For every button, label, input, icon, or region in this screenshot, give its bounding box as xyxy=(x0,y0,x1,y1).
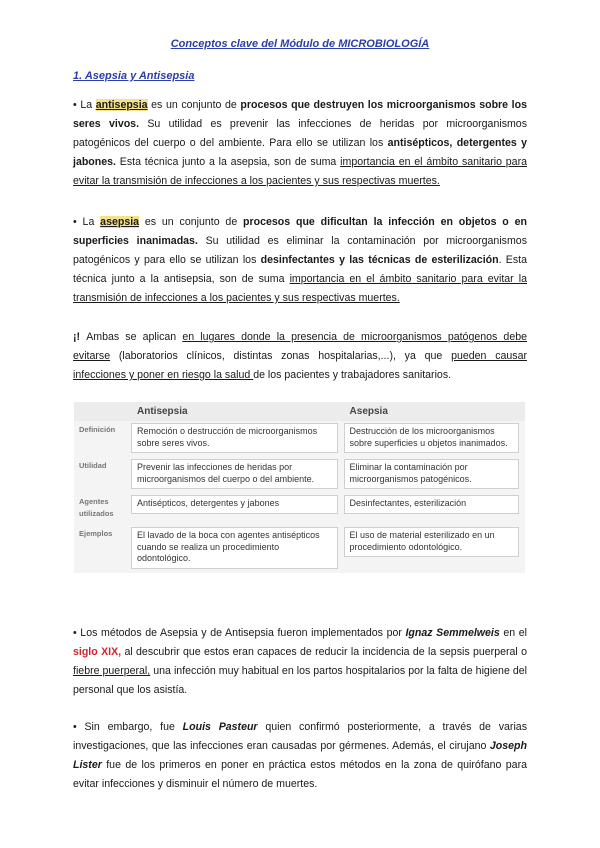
text-run: una infección muy habitual en los partos hospitalarios por la falta de higiene del personal que los asistía. xyxy=(73,665,527,696)
person-name: Louis Pasteur xyxy=(182,721,258,733)
table-cell: Prevenir las infecciones de heridas por microorganismos del cuerpo o del ambiente. xyxy=(131,459,338,489)
text-run: quien confirmó posteriormente, a través de varias investigaciones, que las infecciones eran causadas por gérmenes. Además, el cirujano xyxy=(73,721,527,752)
comparison-table xyxy=(74,402,525,573)
table-row xyxy=(74,493,525,525)
bold-text: desinfectantes y las técnicas de esterilización xyxy=(260,254,499,266)
text-run: Esta técnica junto a la asepsia, son de suma xyxy=(115,156,341,168)
bold-text: procesos que destruyen los microorganismos sobre los seres vivos. xyxy=(73,99,527,130)
underlined-text: importancia en el ámbito sanitario para evitar la transmisión de infecciones a los pacientes y sus respectivas muertes. xyxy=(73,156,527,187)
paragraph-ambas xyxy=(73,328,527,385)
table-header-asepsia: Asepsia xyxy=(344,402,525,421)
underlined-text: fiebre puerperal, xyxy=(73,665,151,677)
text-run: Su utilidad es eliminar la contaminación por microorganismos patogénicos y para ello se utilizan los xyxy=(73,235,527,266)
table-header-empty xyxy=(74,402,131,421)
text-run: . Esta técnica junto a la antisepsia, son de suma xyxy=(73,254,527,285)
text-run: • La xyxy=(73,216,101,228)
bold-text: procesos que dificultan la infección en objetos o en superficies inanimadas. xyxy=(73,216,527,247)
person-name: Joseph Lister xyxy=(73,740,527,771)
table-cell: El uso de material esterilizado en un procedimiento odontológico. xyxy=(344,527,519,557)
table-cell: Desinfectantes, esterilización xyxy=(344,495,519,514)
row-label: Ejemplos xyxy=(79,529,113,538)
text-run: Su utilidad es prevenir las infecciones de heridas por microorganismos patogénicos del cuerpo o del ambiente. Para ello se utilizan los xyxy=(73,118,527,149)
underlined-text: en lugares donde la presencia de microorganismos patógenos debe evitarse xyxy=(73,331,528,362)
underlined-text: pueden causar infecciones y poner en riesgo la salud xyxy=(73,350,527,381)
table-cell: El lavado de la boca con agentes antisépticos cuando se realiza un procedimiento odontológico. xyxy=(131,527,338,569)
table-header-antisepsia: Antisepsia xyxy=(131,402,344,421)
table-cell: Remoción o destrucción de microorganismos sobre seres vivos. xyxy=(131,423,338,453)
red-highlight: siglo XIX, xyxy=(73,646,122,658)
text-run: de los pacientes y trabajadores sanitarios. xyxy=(253,369,452,381)
table-row xyxy=(74,525,525,573)
highlight-term: antisepsia xyxy=(95,99,148,111)
text-run: es un conjunto de xyxy=(139,216,244,228)
text-run: • Sin embargo, fue xyxy=(73,721,183,733)
bold-text: antisépticos, detergentes y jabones. xyxy=(73,137,528,168)
document-title: Conceptos clave del Módulo de MICROBIOLOGÍA xyxy=(170,38,430,50)
paragraph-pasteur xyxy=(73,718,527,794)
table-cell: Eliminar la contaminación por microorganismos patogénicos. xyxy=(344,459,519,489)
table-cell: Antisépticos, detergentes y jabones xyxy=(131,495,338,514)
paragraph-semmelweis xyxy=(73,624,527,700)
text-run: Ambas se aplican xyxy=(86,331,183,343)
text-run: (laboratorios clínicos, distintas zonas hospitalarias,...), ya que xyxy=(110,350,452,362)
highlight-term: asepsia xyxy=(100,216,140,228)
row-label: Definición xyxy=(79,425,116,434)
table-cell: Destrucción de los microorganismos sobre superficies u objetos inanimados. xyxy=(344,423,519,453)
text-run: • La xyxy=(73,99,96,111)
text-run: es un conjunto de xyxy=(147,99,241,111)
table-row xyxy=(74,421,525,457)
section-heading: 1. Asepsia y Antisepsia xyxy=(73,70,195,82)
text-run: fue de los primeros en poner en práctica estos métodos en la zona de quirófano para evitar infecciones y disminuir el número de muertes. xyxy=(73,759,527,790)
text-run: en el xyxy=(499,627,527,639)
row-label: Utilidad xyxy=(79,461,107,470)
underlined-text: importancia en el ámbito sanitario para evitar la transmisión de infecciones a los pacientes y sus respectivas muertes. xyxy=(73,273,527,304)
table-row xyxy=(74,457,525,493)
paragraph-asepsia xyxy=(73,213,527,308)
row-label: Agentes utilizados xyxy=(79,497,114,518)
text-run: al descubrir que estos eran capaces de reducir la incidencia de la sepsis puerperal o xyxy=(121,646,527,658)
text-run: • Los métodos de Asepsia y de Antisepsia fueron implementados por xyxy=(73,627,406,639)
person-name: Ignaz Semmelweis xyxy=(405,627,500,639)
paragraph-antisepsia xyxy=(73,96,527,191)
exclamation-icon: ¡! xyxy=(73,331,87,343)
table-header-row xyxy=(74,402,525,421)
